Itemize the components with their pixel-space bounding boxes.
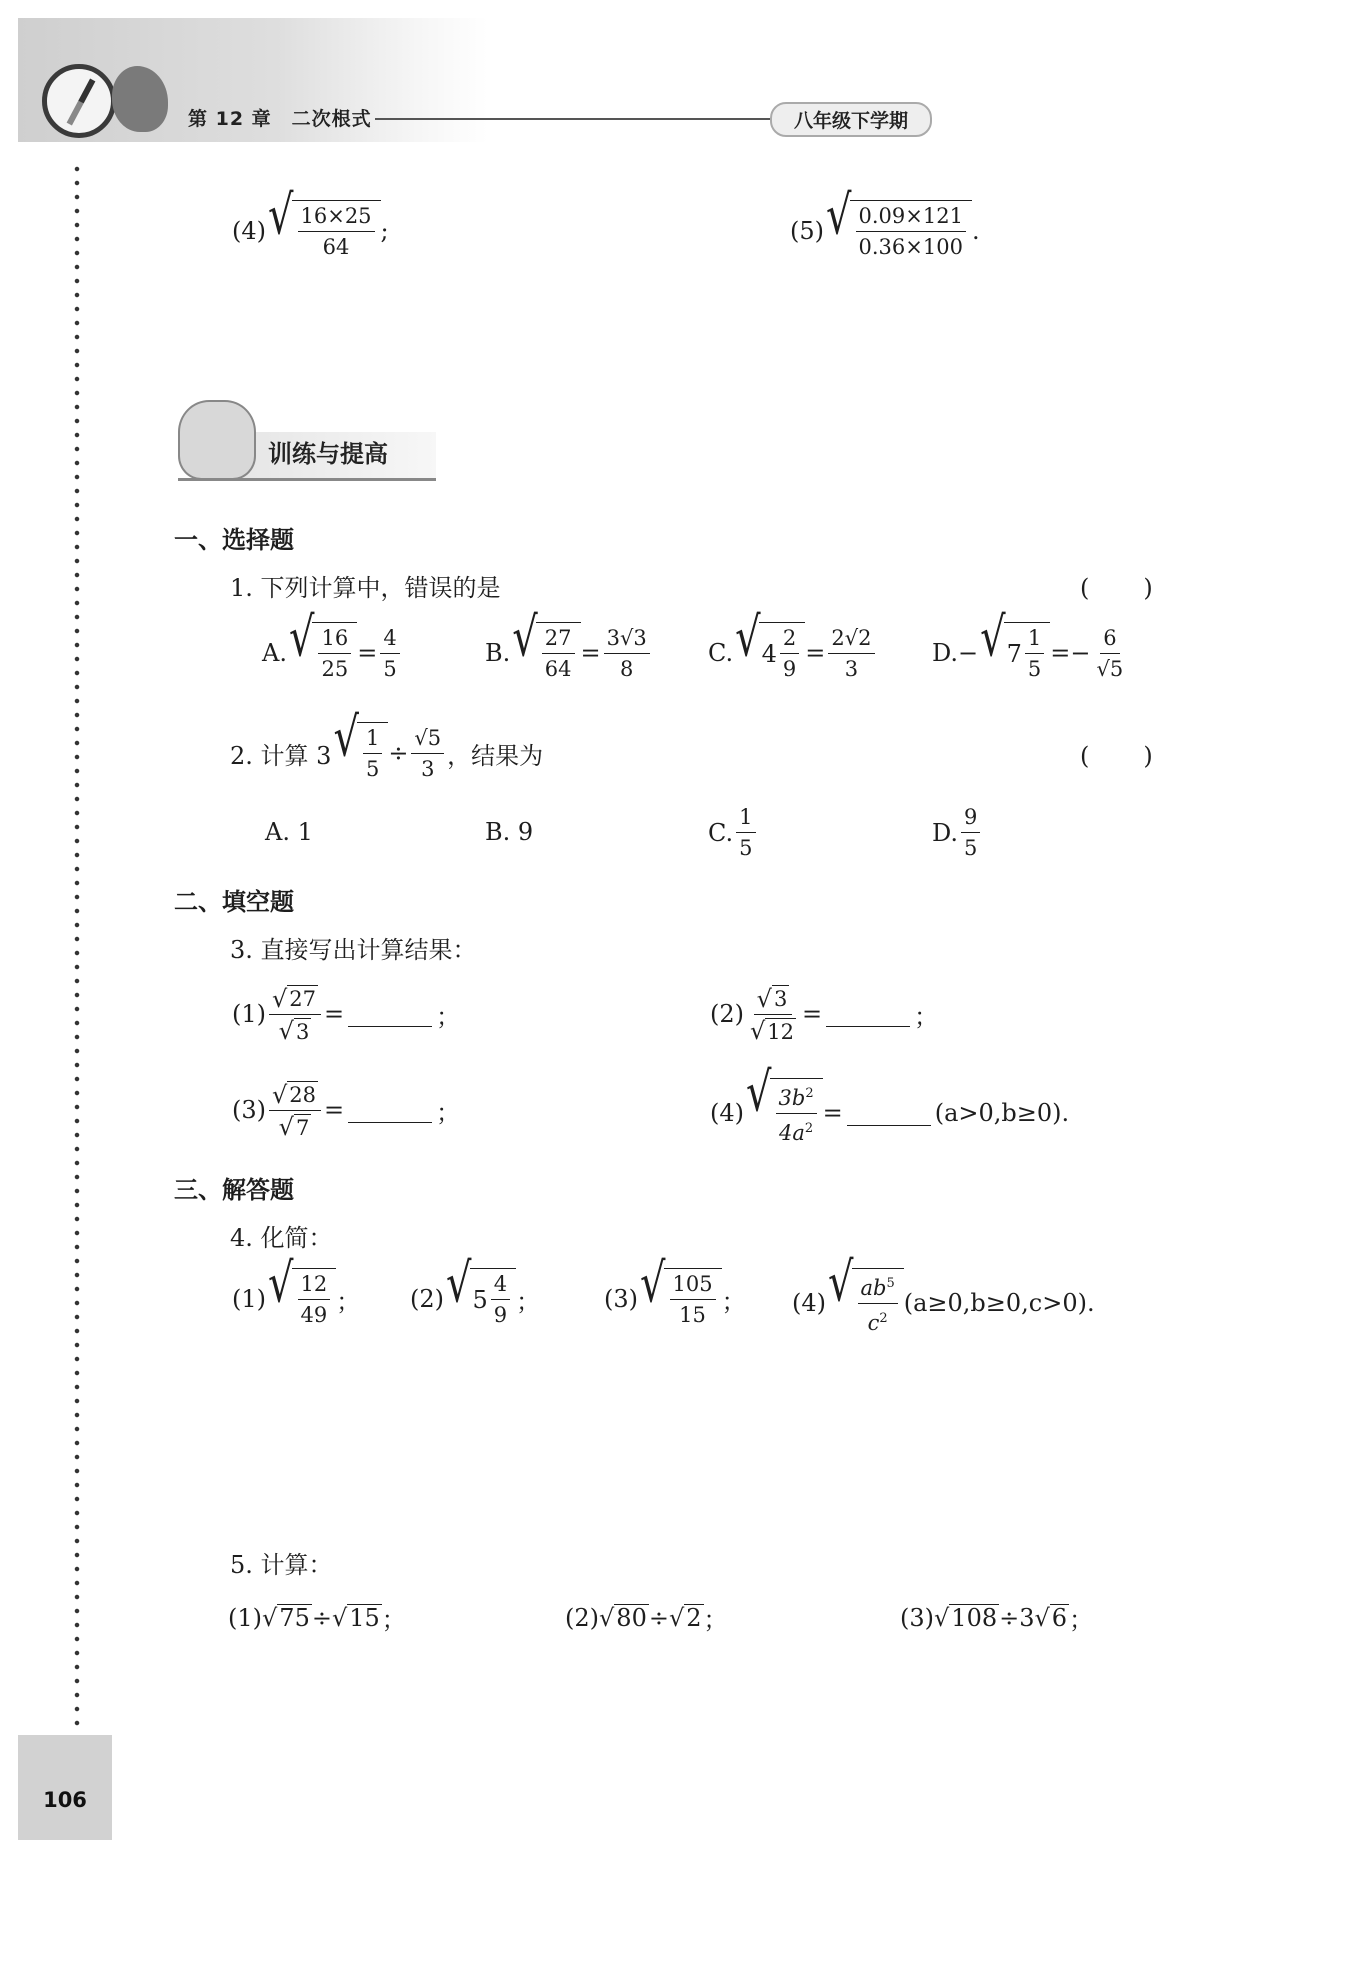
section-heading-choice: 一、选择题: [174, 526, 294, 554]
section-tag-underline: [178, 478, 436, 481]
q4-part-3: (3) √ 105 15 ；: [604, 1268, 746, 1330]
q4-part-2: (2) √ 5 4 9 ；: [410, 1268, 540, 1330]
q3-part-2: (2) √ 3 √ 12 = ；: [710, 982, 938, 1046]
q4-part-4: (4) √ $ab^5$ $c^2$ (a≥0,b≥0,c>0).: [792, 1268, 1095, 1338]
q5-part-2: (2) √ 80 ÷ √ 2 ；: [565, 1603, 728, 1634]
radical: √ 7 1 5: [980, 622, 1050, 684]
item-label: (4): [232, 217, 266, 245]
dotted-margin-line: [74, 162, 80, 1727]
q1-option-b: B. √ 27 64 = $\frac{3√3}{8}$: [485, 622, 653, 684]
q5-part-3: (3) √ 108 ÷3 √ 6 ；: [900, 1603, 1094, 1634]
top-item-4: (4) √ 16×25 64 ;: [232, 200, 389, 262]
question-5-text: 5. 计算：: [230, 1551, 333, 1579]
radical: √ 1 5: [333, 722, 388, 784]
section-heading-fill: 二、填空题: [174, 888, 294, 916]
q3-part-3: (3) √ 28 √ 7 = ；: [232, 1078, 460, 1142]
answer-blank[interactable]: [348, 1097, 432, 1123]
q1-option-c: C. √ 4 2 9 = $\frac{2√2}{3}$: [708, 622, 878, 684]
answer-blank[interactable]: [847, 1100, 931, 1126]
q1-option-d: D. − √ 7 1 5 =− $\frac{6}{√5}$: [932, 622, 1129, 684]
answer-paren-2: ( ): [1080, 742, 1155, 770]
question-3-text: 3. 直接写出计算结果：: [230, 936, 477, 964]
q2-option-c: C. 1 5: [708, 802, 759, 863]
radical: √ $ab^5$ $c^2$: [828, 1268, 904, 1338]
q5-part-1: (1) √ 75 ÷ √ 15 ；: [228, 1603, 406, 1634]
answer-blank[interactable]: [826, 1001, 910, 1027]
compass-icon: [42, 64, 116, 138]
answer-paren-1: ( ): [1080, 574, 1155, 602]
section-tag-title: 训练与提高: [268, 440, 388, 468]
header-rule: [375, 118, 775, 120]
radical: √ 5 4 9: [446, 1268, 516, 1330]
page-number: 106: [43, 1788, 87, 1812]
question-2-text: 2. 计算 3 √ 1 5 ÷ $\frac{√5}{3}$ ，结果为: [230, 722, 543, 784]
radical: √ $3b^2$ $4a^2$: [746, 1078, 823, 1148]
section-heading-answer: 三、解答题: [174, 1176, 294, 1204]
q4-part-1: (1) √ 12 49 ；: [232, 1268, 360, 1330]
answer-blank[interactable]: [348, 1001, 432, 1027]
q2-option-a: A. 1: [265, 818, 313, 846]
radical: √ 27 64: [512, 622, 580, 684]
q3-part-4: (4) √ $3b^2$ $4a^2$ = (a>0,b≥0).: [710, 1078, 1069, 1148]
grade-badge: 八年级下学期: [770, 102, 932, 137]
q3-part-1: (1) √ 27 √ 3 = ；: [232, 982, 460, 1046]
question-1-text: 1. 下列计算中，错误的是: [230, 574, 501, 602]
item-label: (5): [790, 217, 824, 245]
q2-option-d: D. 9 5: [932, 802, 983, 863]
radical: √ 105 15: [640, 1268, 722, 1330]
radical: √ 16×25 64: [268, 200, 381, 262]
children-illustration-icon: [178, 400, 256, 480]
q2-option-b: B. 9: [485, 818, 534, 846]
question-4-text: 4. 化简：: [230, 1224, 333, 1252]
q1-option-a: A. √ 16 25 = $\frac{4}{5}$: [262, 622, 403, 684]
top-item-5: (5) √ 0.09×121 0.36×100 .: [790, 200, 980, 262]
radical: √ 4 2 9: [735, 622, 805, 684]
chapter-title: 第 12 章 二次根式: [188, 108, 372, 130]
radical: √ 12 49: [268, 1268, 336, 1330]
radical: √ 16 25: [289, 622, 357, 684]
radical: √ 0.09×121 0.36×100: [826, 200, 972, 262]
